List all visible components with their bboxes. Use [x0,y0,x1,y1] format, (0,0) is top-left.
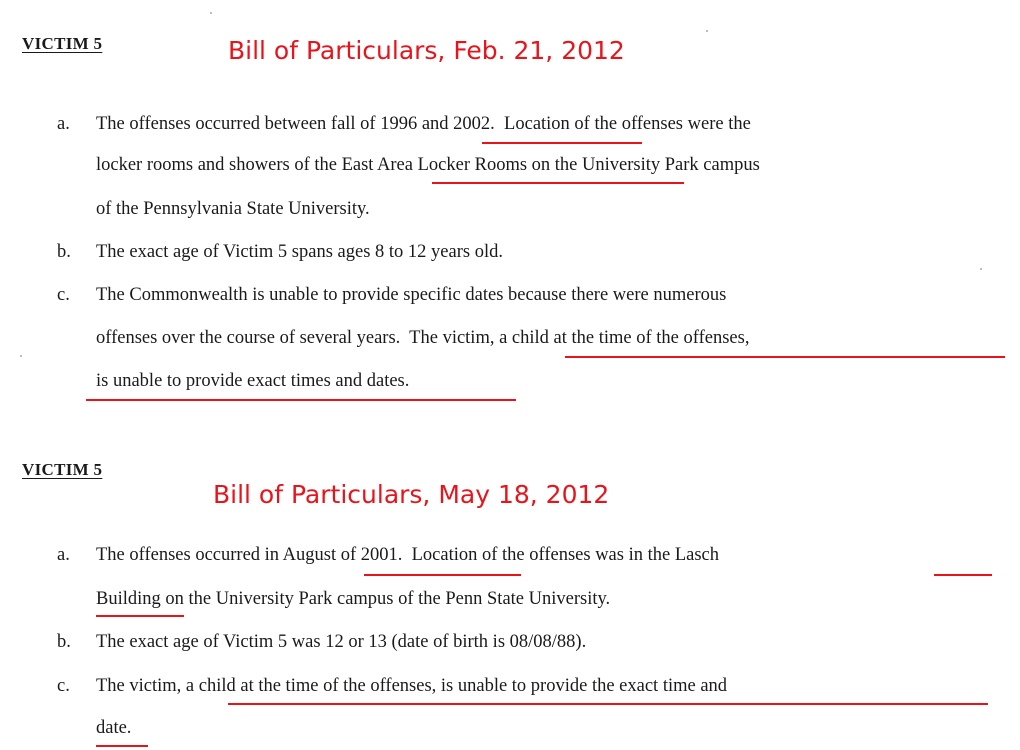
scan-speck [20,355,22,357]
item-1c-line-1: The Commonwealth is unable to provide specific dates because there were numerous [96,285,727,305]
scan-speck [980,268,982,270]
section-2-heading: VICTIM 5 [22,460,103,479]
item-2b-line-1: The exact age of Victim 5 was 12 or 13 (date of birth is 08/08/88). [96,632,587,652]
item-1a-line-2: locker rooms and showers of the East Area Locker Rooms on the University Park campus [96,155,760,175]
underline-mark [96,615,184,617]
section-1-annotation: Bill of Particulars, Feb. 21, 2012 [228,36,625,65]
scan-speck [706,30,708,32]
underline-mark [228,703,988,705]
item-2c-line-2: date. [96,718,132,738]
item-2a-line-2: Building on the University Park campus of the Penn State University. [96,589,611,609]
underline-mark [482,142,642,144]
section-2-annotation: Bill of Particulars, May 18, 2012 [213,480,610,509]
item-1b-marker: b. [57,242,71,262]
underline-mark [86,399,516,401]
item-2a-marker: a. [57,545,70,565]
item-2c-line-1: The victim, a child at the time of the offenses, is unable to provide the exact time and [96,676,728,696]
underline-mark [432,182,684,184]
underline-mark [565,356,1005,358]
item-2a-line-1: The offenses occurred in August of 2001. Location of the offenses was in the Lasch [96,545,720,565]
item-2c-marker: c. [57,676,70,696]
item-1c-line-2: offenses over the course of several years. The victim, a child at the time of the offenses, [96,328,750,348]
underline-mark [96,745,148,747]
item-1a-line-1: The offenses occurred between fall of 1996 and 2002. Location of the offenses were the [96,114,751,134]
underline-mark [364,574,521,576]
scan-speck [210,12,212,14]
item-1c-marker: c. [57,285,70,305]
item-2b-marker: b. [57,632,71,652]
item-1a-line-3: of the Pennsylvania State University. [96,199,370,219]
section-1-heading: VICTIM 5 [22,34,103,53]
item-1b-line-1: The exact age of Victim 5 spans ages 8 to 12 years old. [96,242,503,262]
item-1c-line-3: is unable to provide exact times and dates. [96,371,410,391]
item-1a-marker: a. [57,114,70,134]
underline-mark [934,574,992,576]
